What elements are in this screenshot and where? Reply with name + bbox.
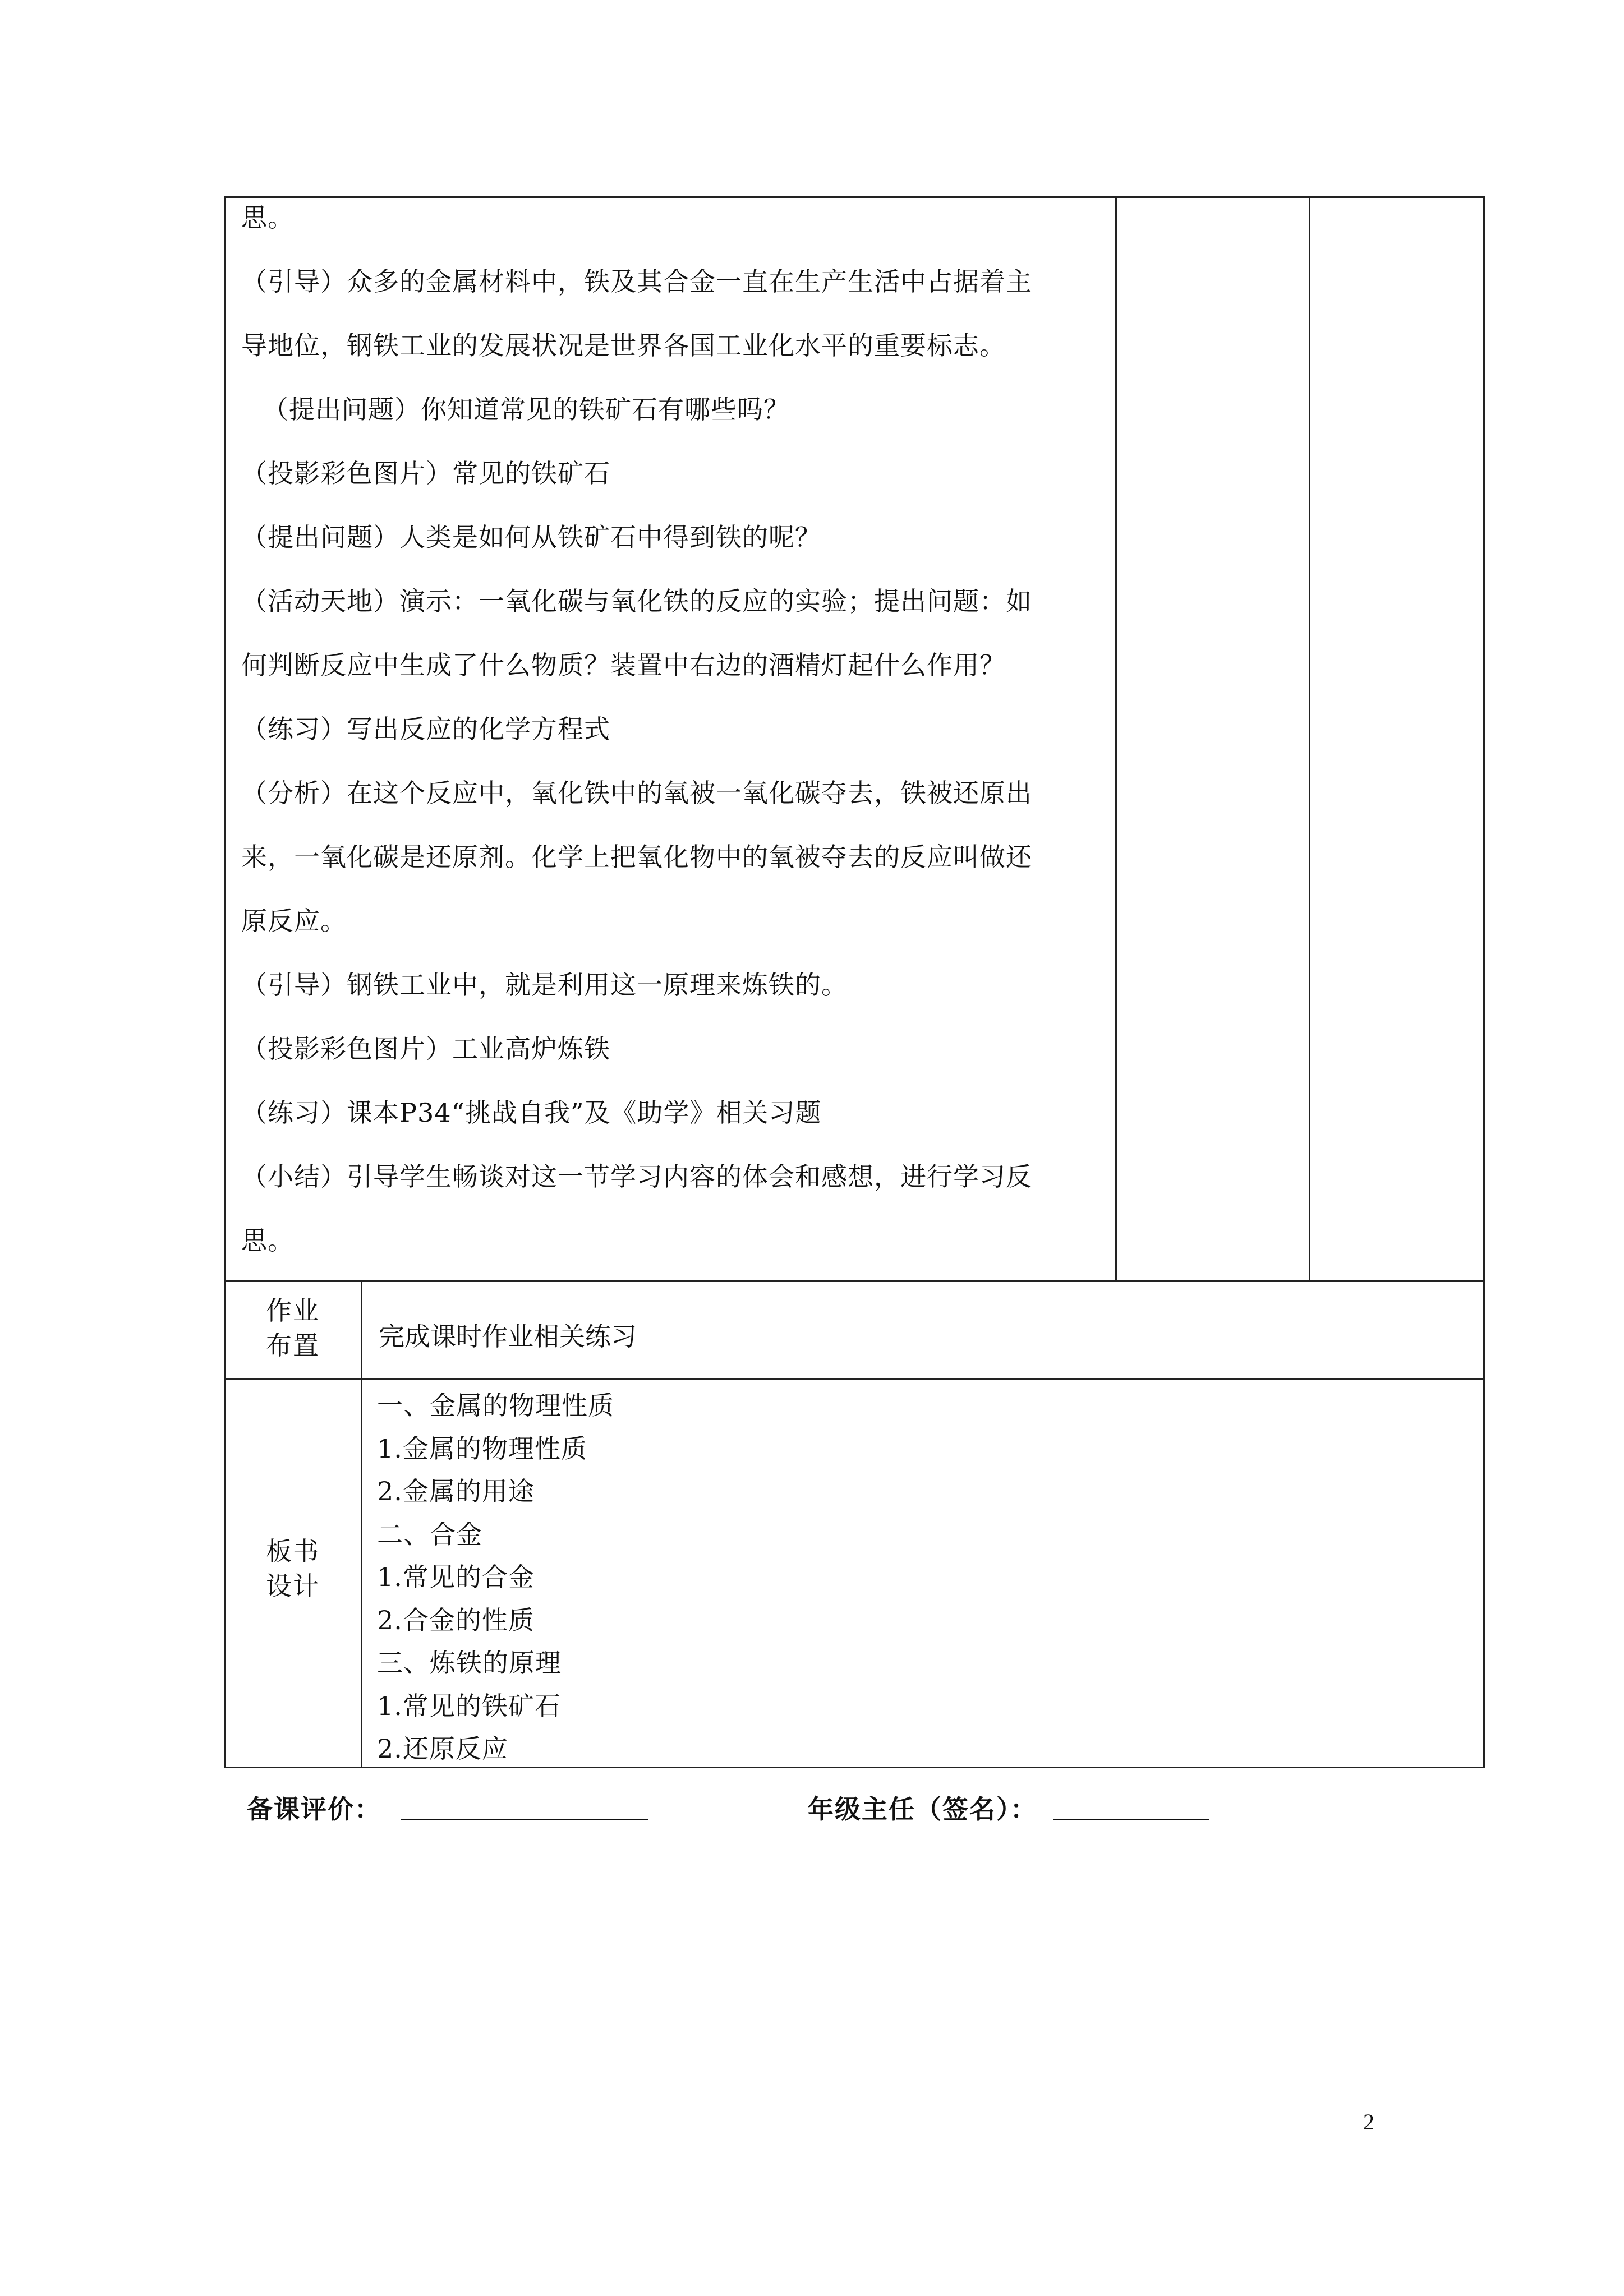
teaching-process-content — [241, 202, 1116, 1257]
table-row-divider-2 — [224, 1378, 1485, 1380]
table-col-divider-2 — [1309, 196, 1310, 1281]
paragraph: （引导）众多的金属材料中，铁及其合金一直在生产生活中占据着主 — [241, 266, 1032, 297]
paragraph: 思。 — [241, 202, 294, 233]
table-row-divider-1 — [224, 1280, 1485, 1282]
paragraph: 思。 — [241, 1225, 294, 1256]
table-border-right — [1483, 196, 1485, 1768]
paragraph: （分析）在这个反应中，氧化铁中的氧被一氧化碳夺去，铁被还原出 — [241, 778, 1032, 808]
board-item: 1.常见的铁矿石 — [377, 1690, 561, 1721]
table-border-left — [224, 196, 226, 1768]
paragraph: （投影彩色图片）工业高炉炼铁 — [241, 1034, 610, 1064]
paragraph: （投影彩色图片）常见的铁矿石 — [241, 458, 610, 488]
board-item: 1.金属的物理性质 — [377, 1433, 587, 1464]
board-item: 2.还原反应 — [377, 1733, 508, 1764]
paragraph: 来，一氧化碳是还原剂。化学上把氧化物中的氧被夺去的反应叫做还 — [241, 842, 1032, 872]
paragraph: 导地位，钢铁工业的发展状况是世界各国工业化水平的重要标志。 — [241, 330, 1006, 361]
board-outline — [377, 1384, 1050, 1771]
board-item: 二、合金 — [377, 1519, 482, 1550]
board-item: 三、炼铁的原理 — [377, 1648, 562, 1678]
paragraph: 何判断反应中生成了什么物质？装置中右边的酒精灯起什么作用？ — [241, 650, 1006, 680]
paragraph: （练习）写出反应的化学方程式 — [241, 714, 610, 744]
director-label: 年级主任（签名）： — [808, 1794, 1037, 1824]
review-signature-line[interactable] — [401, 1819, 648, 1820]
page-number: 2 — [1363, 2109, 1374, 2134]
paragraph: （活动天地）演示：一氧化碳与氧化铁的反应的实验；提出问题：如 — [241, 586, 1032, 616]
board-label — [226, 1534, 360, 1603]
paragraph: （练习）课本P34“挑战自我”及《助学》相关习题 — [241, 1098, 822, 1128]
paragraph: （提出问题）人类是如何从铁矿石中得到铁的呢？ — [241, 522, 821, 552]
board-item: 2.金属的用途 — [377, 1476, 535, 1506]
homework-label-line2: 布置 — [266, 1330, 320, 1361]
paragraph: （引导）钢铁工业中，就是利用这一原理来炼铁的。 — [241, 970, 848, 1000]
homework-label-line1: 作业 — [266, 1295, 320, 1326]
paragraph: （提出问题）你知道常见的铁矿石有哪些吗？ — [263, 394, 790, 425]
board-label-line2: 设计 — [266, 1571, 320, 1601]
paragraph: （小结）引导学生畅谈对这一节学习内容的体会和感想，进行学习反 — [241, 1161, 1032, 1192]
review-label: 备课评价： — [247, 1794, 381, 1824]
board-item: 一、金属的物理性质 — [377, 1390, 614, 1421]
director-signature-line[interactable] — [1053, 1819, 1209, 1820]
homework-label — [226, 1293, 360, 1363]
board-label-line1: 板书 — [266, 1536, 320, 1566]
board-item: 2.合金的性质 — [377, 1605, 535, 1635]
table-label-divider — [361, 1280, 362, 1768]
board-item: 1.常见的合金 — [377, 1562, 535, 1592]
table-border-top — [224, 196, 1485, 198]
homework-text: 完成课时作业相关练习 — [379, 1321, 637, 1352]
paragraph: 原反应。 — [241, 906, 347, 936]
